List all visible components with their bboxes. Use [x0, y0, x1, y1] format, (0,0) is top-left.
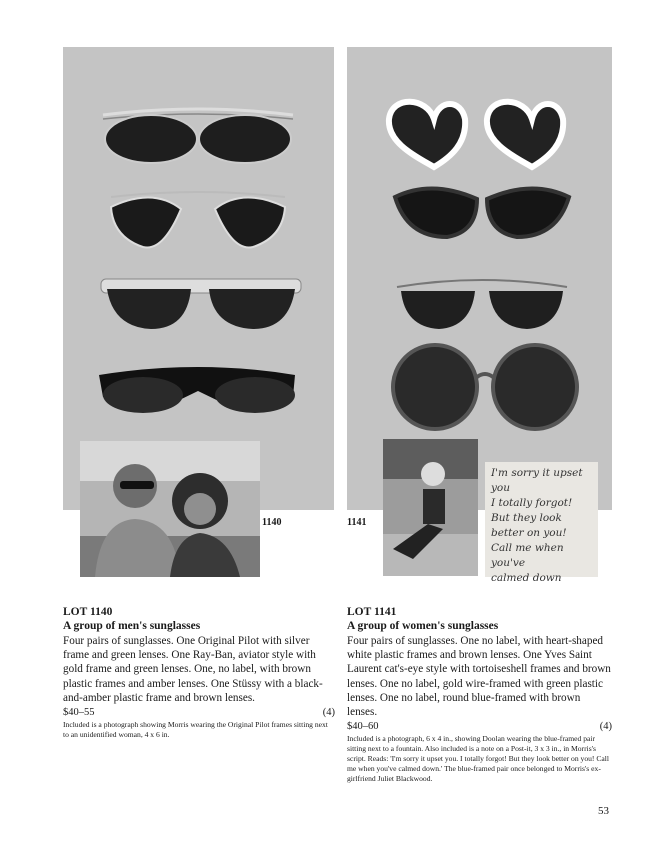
lot-subtitle: A group of men's sunglasses: [63, 620, 201, 632]
page-number: 53: [598, 805, 609, 817]
lot-count: (4): [322, 707, 335, 719]
lot-count: (4): [599, 721, 612, 733]
lot-estimate: $40–60: [347, 721, 379, 733]
lot-title: LOT 1141: [347, 606, 397, 618]
lot-1140-entry: [63, 605, 335, 740]
photo-illustration-right: [383, 439, 478, 576]
note-line: Call me when you've: [491, 542, 564, 569]
sunglasses-rayban: [111, 192, 285, 248]
photo-doolan-fountain: [383, 439, 478, 576]
photo-caption-1140: 1140: [262, 517, 282, 528]
note-line: But they look: [491, 512, 562, 524]
note-line: I'm sorry it upset you: [491, 467, 583, 494]
lot-description: Four pairs of sunglasses. One Original Pilot with silver frame and green lenses. One Ray-Ban, aviator style with gold frame and green lenses. One, no label, with brown plastic frames and amber lenses. One Stüssy with a black-and-amber plastic frame and brown lenses.: [63, 635, 323, 704]
sunglasses-gold-wire: [397, 280, 567, 329]
lot-title: LOT 1140: [63, 606, 113, 618]
price-row: [347, 720, 612, 733]
photo-caption-1141: 1141: [347, 517, 367, 528]
post-it-note: [485, 462, 598, 584]
lot-note: Included is a photograph, 6 x 4 in., showing Doolan wearing the blue-framed pair sitting next to a fountain. Also included is a note on a Post-it, 3 x 3 in., in Morris's script. Reads: 'I'm sorry it upset you. I totally forgot! But they look better on you! Call me when you've calmed down.' The blue-framed pair once belonged to Morris's ex-girlfriend Juliet Blackwood.: [347, 734, 610, 784]
sunglasses-pilot: [103, 109, 293, 163]
sunglasses-round: [393, 345, 577, 429]
sunglasses-heart: [389, 102, 563, 167]
lot-description: Four pairs of sunglasses. One no label, with heart-shaped white plastic frames and brown lenses. One Yves Saint Laurent cat's-eye style with tortoiseshell frames and brown lenses. One no label, gold wire-framed with green plastic lenses. One no label, round blue-framed with brown lenses.: [347, 635, 611, 719]
note-line: calmed down: [491, 572, 562, 584]
price-row: [63, 706, 335, 719]
lot-subtitle: A group of women's sunglasses: [347, 620, 499, 632]
lot-1141-entry: [347, 605, 612, 784]
photo-morris-with-woman: [80, 441, 260, 577]
sunglasses-brown-plastic: [101, 279, 301, 329]
lot-note: Included is a photograph showing Morris wearing the Original Pilot frames sitting next to an unidentified woman, 4 x 6 in.: [63, 720, 328, 740]
note-line: better on you!: [491, 527, 567, 539]
note-line: I totally forgot!: [491, 497, 573, 509]
sunglasses-stussy: [99, 367, 295, 413]
photo-illustration-left: [80, 441, 260, 577]
lot-estimate: $40–55: [63, 707, 95, 719]
sunglasses-cats-eye: [395, 188, 569, 237]
